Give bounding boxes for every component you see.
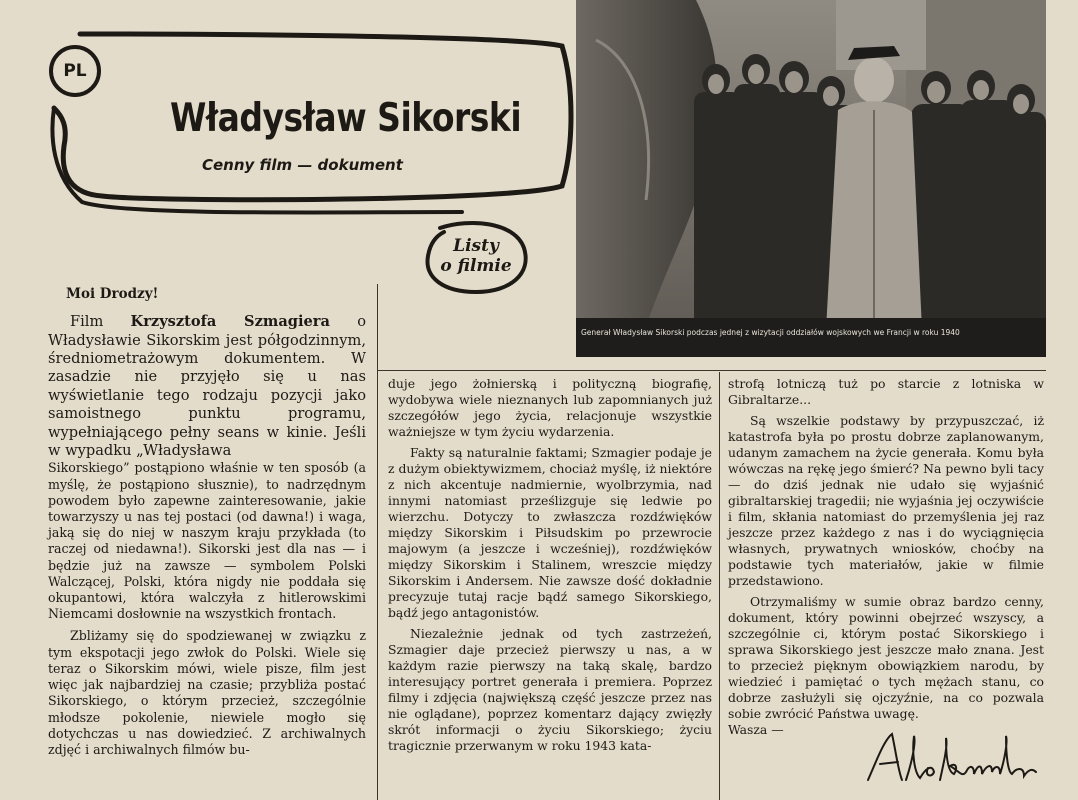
paragraph-1-body: o Władysławie Sikorskim jest półgodzinnym, średniometrażowym dokumentem. W zasadzie nie przyjęło się u nas wyświetlanie tego rodzaju pozycji jako samoistnego punktu programu, wypełniającego pełny seans w kinie. Jeśli w wypadku „Władysława <box>48 313 366 460</box>
photo-image <box>576 0 1046 357</box>
paragraph-1-continued: Sikorskiego” postąpiono właśnie w ten sposób (a myślę, że postąpiono słusznie), to nadrzędnym powodem było zapewne zainteresowanie, jakie towarzyszy u nas tej postaci (od dawna!) i waga, jaką się do niej w naszym kraju przykłada (to raczej od niedawna!). Sikorski jest dla nas — i będzie już na zawsze — symbolem Polski Walczącej, Polski, która nigdy nie poddała się okupantowi, która walczyła z hitlerowskimi Niemcami dosłownie na wszystkich frontach. <box>48 460 366 622</box>
section-badge-line2: o filmie <box>440 256 512 276</box>
article-column-1 <box>48 286 366 763</box>
paragraph-7: Są wszelkie podstawy by przypuszczać, iż katastrofa była po prostu dobrze zaplanowanym, udanym zamachem na życie generała. Komu była wówczas na rękę jego śmierć? Na pewno byli tacy — do dziś jednak nie udało się wyjaśnić gibraltarskiej tragedii; nie wyjaśnia jej oczywiście i film, skłania natomiast do przemyślenia jej raz jeszcze przez każdego z nas i do wyciągnięcia własnych, prywatnych wniosków, choćby na podstawie tych materiałów, jakie w filmie przedstawiono. <box>728 413 1044 588</box>
article-column-2 <box>388 376 712 759</box>
paragraph-1-start: Film <box>70 313 131 331</box>
column-divider-2 <box>719 372 720 800</box>
article-title: Władysław Sikorski <box>170 94 522 141</box>
director-name: Krzysztofa Szmagiera <box>130 313 330 331</box>
article-subtitle: Cenny film — dokument <box>202 156 403 174</box>
photo-sikorski-inspection <box>576 0 1046 357</box>
section-badge-line1: Listy <box>453 236 499 256</box>
header-banner <box>42 26 574 216</box>
section-badge-text <box>420 236 532 276</box>
paragraph-4: Fakty są naturalnie faktami; Szmagier podaje je z dużym obiektywizmem, chociaż myślę, iż niektóre z nich akcentuje nadmiernie, wyolbrzymia, nad innymi natomiast prześlizguje się ledwie po wierzchu. Dotyczy to zwłaszcza rozdźwięków między Sikorskim i Piłsudskim po przewrocie majowym (a jeszcze i wcześniej), rozdźwięków między Sikorskim i Stalinem, wreszcie między Sikorskim i Andersem. Nie zawsze dość dokładnie precyzuje tutaj racje bądź samego Sikorskiego, bądź jego antagonistów. <box>388 445 712 620</box>
handwritten-signature <box>862 722 1042 792</box>
pl-badge: PL <box>63 61 87 81</box>
article-column-3 <box>728 376 1044 743</box>
paragraph-5: Niezależnie jednak od tych zastrzeżeń, Szmagier daje przecież pierwszy u nas, a w każdym razie pierwszy na taką skalę, bardzo interesujący portret generała i premiera. Poprzez filmy i zdjęcia (największą część jeszcze przez nas nie oglądane), poprzez komentarz dający zwięzły skrót informacji o życiu Sikorskiego; życiu tragicznie przerwanym w roku 1943 kata- <box>388 626 712 753</box>
paragraph-2: Zbliżamy się do spodziewanej w związku z tym ekspotacji jego zwłok do Polski. Wiele się teraz o Sikorskim mówi, wiele pisze, film jest więc jak najbardziej na czasie; przybliża postać Sikorskiego, o którym przecież, szczególnie młodsze pokolenie, niewiele mogło się dotychczas u nas dowiedzieć. Z archiwalnych zdjęć i archiwalnych filmów bu- <box>48 628 366 757</box>
paragraph-3: duje jego żołnierską i polityczną biografię, wydobywa wiele nieznanych lub zapomnianych już szczegółów jego życia, relacjonuje wszystkie ważniejsze w tym życiu wydarzenia. <box>388 376 712 439</box>
photo-bottom-rule <box>378 370 1046 371</box>
column-divider-1 <box>377 284 378 800</box>
closing: Wasza — <box>728 722 784 737</box>
photo-caption: Generał Władysław Sikorski podczas jednej z wizytacji oddziałów wojskowych we Francji w roku 1940 <box>581 328 960 337</box>
paragraph-8: Otrzymaliśmy w sumie obraz bardzo cenny, dokument, który powinni obejrzeć wszyscy, a szczególnie ci, którym postać Sikorskiego i sprawa Sikorskiego jest jeszcze mało znana. Jest to przecież pięknym obowiązkiem narodu, by wiedzieć i pamiętać o tych mężach stanu, co dobrze zasłużyli się ojczyźnie, na co pozwala sobie zwrócić Państwa uwagę. <box>728 594 1044 721</box>
paragraph-1 <box>48 313 366 460</box>
greeting: Moi Drodzy! <box>66 286 159 302</box>
section-badge <box>420 218 532 298</box>
paragraph-6: strofą lotniczą tuż po starcie z lotniska w Gibraltarze... <box>728 376 1044 407</box>
